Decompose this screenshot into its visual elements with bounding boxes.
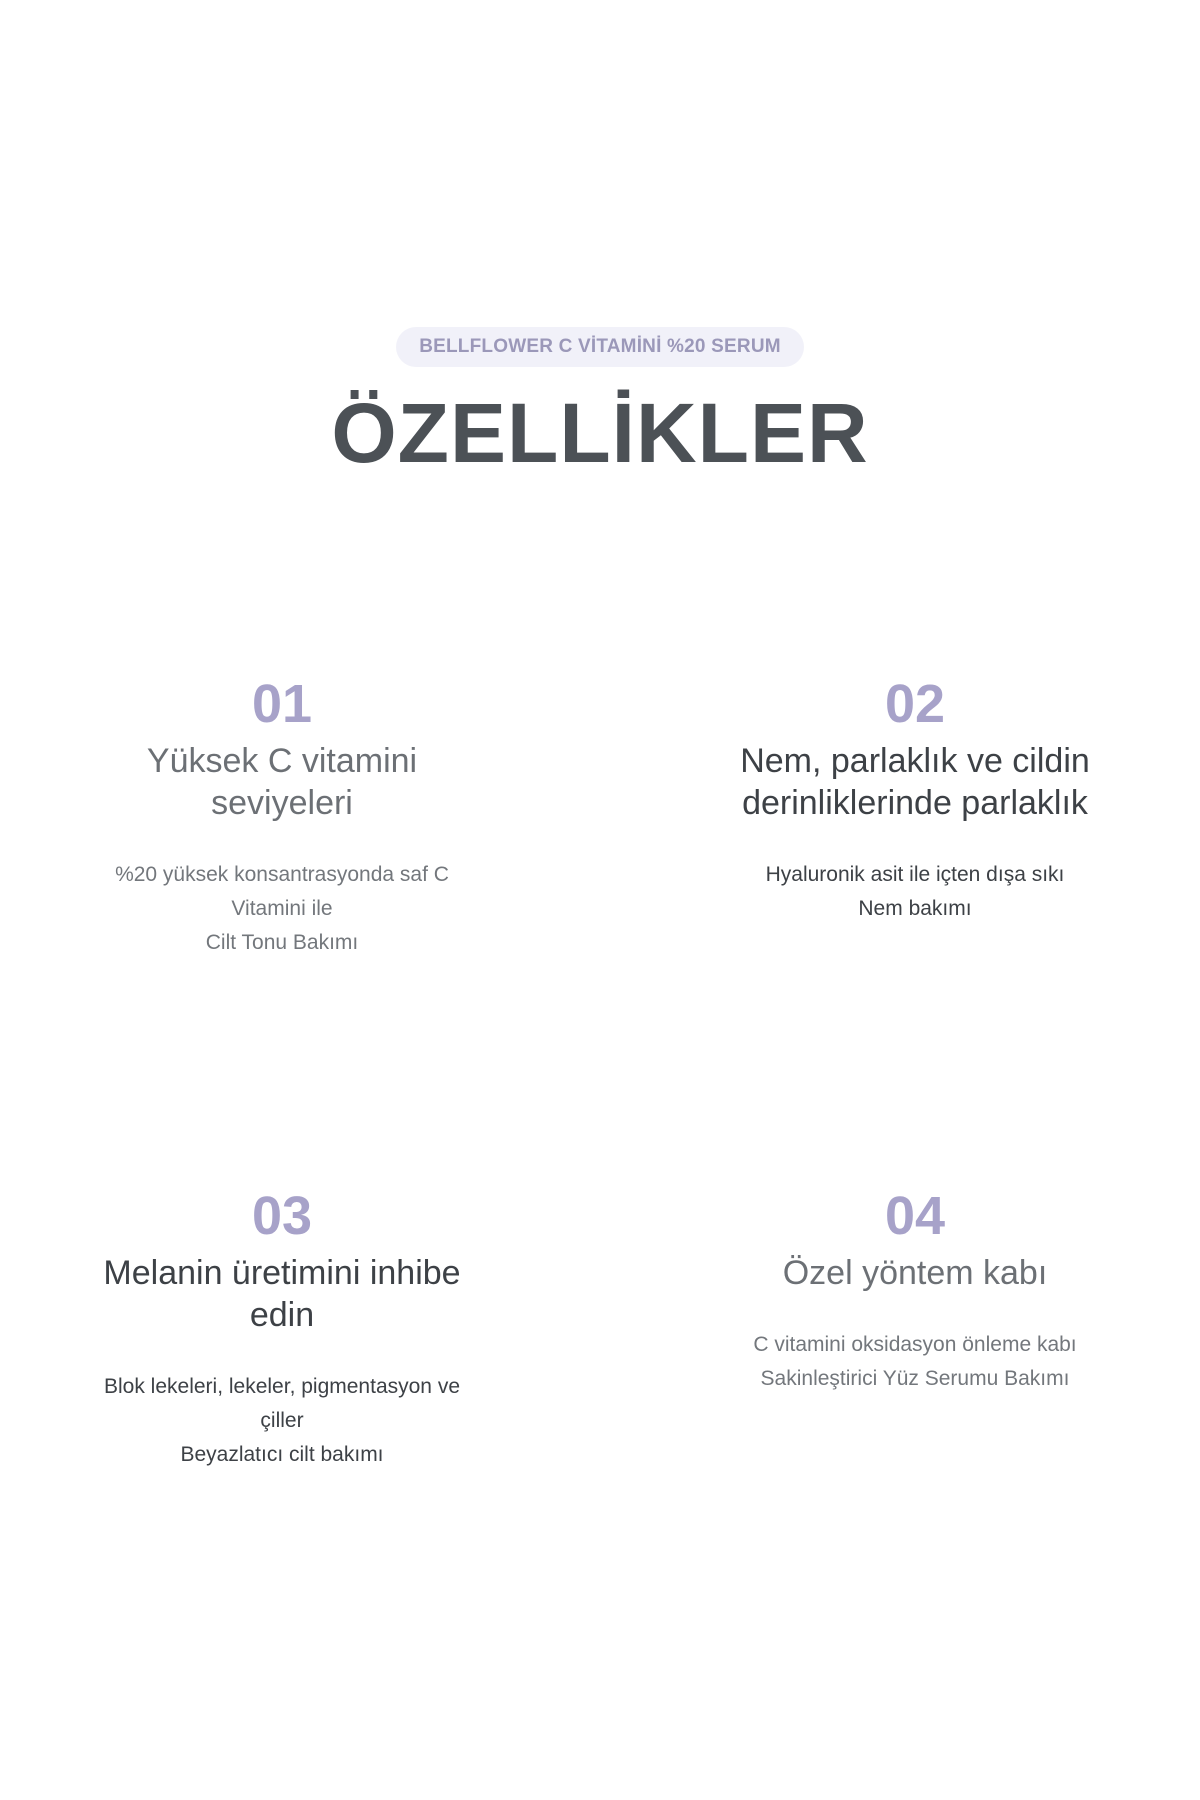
page-title: ÖZELLİKLER [331, 386, 869, 480]
feature-description: C vitamini oksidasyon önleme kabı Sakinleştirici Yüz Serumu Bakımı [753, 1333, 1077, 1390]
feature-01 [52, 672, 512, 960]
product-badge: BELLFLOWER C VİTAMİNİ %20 SERUM [396, 327, 804, 367]
feature-title: Yüksek C vitamini seviyeleri [146, 742, 418, 822]
feature-title: Melanin üretimini inhibe edin [103, 1254, 461, 1334]
feature-description: %20 yüksek konsantrasyonda saf C Vitamini ile Cilt Tonu Bakımı [115, 863, 449, 954]
feature-description: Blok lekeleri, lekeler, pigmentasyon ve çiller Beyazlatıcı cilt bakımı [103, 1375, 460, 1466]
feature-title: Nem, parlaklık ve cildin derinliklerinde parlaklık [740, 742, 1090, 822]
feature-description: Hyaluronik asit ile içten dışa sıkı Nem bakımı [765, 863, 1065, 920]
feature-number: 03 [251, 1186, 313, 1246]
feature-number: 02 [884, 674, 946, 734]
feature-title: Özel yöntem kabı [782, 1254, 1048, 1292]
feature-03 [52, 1184, 512, 1472]
feature-04 [685, 1184, 1145, 1396]
feature-number: 01 [251, 674, 313, 734]
feature-02 [685, 672, 1145, 926]
feature-number: 04 [884, 1186, 946, 1246]
